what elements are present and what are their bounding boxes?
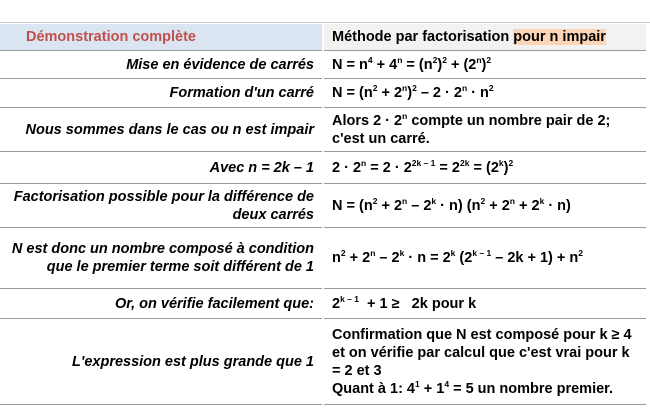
equation-text: N = n — [332, 56, 368, 73]
row-label: Formation d'un carré — [0, 79, 323, 108]
exponent: 2 — [442, 54, 447, 65]
equation-text: (2 — [455, 250, 473, 266]
exponent: 2 — [412, 83, 417, 93]
exponent: 2 — [508, 157, 514, 168]
equation-text: 2 · 2 — [332, 159, 362, 176]
exponent: n — [397, 54, 403, 65]
exponent: k — [450, 248, 456, 258]
row-label: L'expression est plus grande que 1 — [0, 319, 323, 405]
equation-text: compte un nombre pair de 2; c'est un carré. — [332, 112, 611, 147]
exponent: n — [476, 54, 482, 65]
row-equation — [323, 51, 646, 79]
equation-text: = (n — [402, 56, 433, 73]
exponent: n — [509, 195, 515, 206]
equation-text: · n) — [544, 197, 571, 214]
row-label: N est donc un nombre composé à condition que le premier terme soit différent de 1 — [0, 228, 323, 289]
equation-text: – 2k + 1) + n — [491, 250, 579, 266]
equation-text: Quant à 1: 4 — [332, 380, 415, 397]
exponent: 2 — [372, 195, 378, 206]
exponent: 2k – 1 — [411, 157, 436, 168]
exponent: 2 — [488, 83, 494, 93]
exponent: 2 — [486, 54, 492, 65]
header-row — [0, 24, 646, 51]
equation-text: ) — [503, 159, 509, 176]
equation-text: + (2 — [446, 56, 477, 73]
table-row — [0, 108, 646, 152]
row-label: Mise en évidence de carrés — [0, 51, 323, 79]
row-equation — [323, 152, 646, 184]
equation-text: + 4 — [372, 56, 398, 73]
exponent: k — [539, 195, 545, 206]
row-equation — [323, 319, 646, 405]
table-row — [0, 289, 646, 319]
row-equation — [323, 79, 646, 108]
equation-text: N = (n — [332, 197, 373, 214]
equation-text: – 2 · 2 — [416, 85, 462, 101]
equation-text: ) — [407, 85, 413, 101]
exponent: 4 — [367, 54, 373, 65]
exponent: k – 1 — [472, 248, 492, 258]
equation-text: ) — [437, 56, 443, 73]
equation-text: = 2 — [435, 159, 460, 176]
equation-text: – 2 — [375, 250, 400, 266]
equation-text: + 1 ≥ 2k pour k — [358, 295, 477, 312]
table-row — [0, 152, 646, 184]
row-label: Nous sommes dans le cas ou n est impair — [0, 108, 323, 152]
header-left: Démonstration complète — [0, 24, 323, 51]
row-equation — [323, 184, 646, 228]
equation-text: + 1 — [419, 380, 445, 397]
equation-text: + 2 — [514, 197, 540, 214]
exponent: n — [402, 110, 408, 121]
exponent: 1 — [415, 378, 420, 389]
exponent: n — [461, 83, 468, 93]
exponent: 2k — [460, 157, 470, 168]
row-label: Avec n = 2k – 1 — [0, 152, 323, 184]
equation-text: = (2 — [469, 159, 499, 176]
equation-text: – 2 — [407, 197, 432, 214]
equation-text: Confirmation que N est composé pour k ≥ 4 et on vérifie par calcul que c'est vrai pour k = 2 et 3 — [332, 326, 632, 379]
equation-text: + 2 — [377, 197, 403, 214]
exponent: k — [498, 157, 504, 168]
top-border — [0, 0, 650, 23]
equation-text: · n) (n — [436, 197, 481, 214]
table-row — [0, 228, 646, 289]
header-right-highlight: pour n impair — [513, 29, 606, 45]
exponent: 4 — [444, 378, 450, 389]
exponent: n — [370, 248, 376, 258]
equation-text: Alors 2 · 2 — [332, 112, 403, 129]
row-equation — [323, 228, 646, 289]
equation-text: + 2 — [377, 85, 403, 101]
equation-text: · n — [467, 85, 489, 101]
exponent: n — [402, 83, 408, 93]
row-label: Or, on vérifie facilement que: — [0, 289, 323, 319]
equation-text: = 5 un nombre premier. — [449, 380, 614, 397]
equation-text: ) — [481, 56, 487, 73]
equation-text: 2 — [332, 295, 341, 312]
exponent: k — [399, 248, 405, 258]
equation-text: + 2 — [345, 250, 371, 266]
equation-text: + 2 — [485, 197, 510, 214]
exponent: 2 — [432, 54, 438, 65]
demonstration-table — [0, 24, 646, 405]
equation-text: · n = 2 — [404, 250, 451, 266]
table-row — [0, 79, 646, 108]
exponent: k – 1 — [340, 293, 359, 304]
exponent: n — [402, 195, 408, 206]
exponent: n — [361, 157, 367, 168]
exponent: k — [431, 195, 437, 206]
exponent: 2 — [480, 195, 486, 206]
table-row — [0, 319, 646, 405]
equation-text: n — [332, 250, 341, 266]
row-equation — [323, 289, 646, 319]
exponent: 2 — [372, 83, 378, 93]
table-row — [0, 51, 646, 79]
row-label: Factorisation possible pour la différence de deux carrés — [0, 184, 323, 228]
equation-text: = 2 · 2 — [366, 159, 412, 176]
row-equation — [323, 108, 646, 152]
exponent: 2 — [340, 248, 346, 258]
equation-text: N = (n — [332, 85, 373, 101]
header-right-main: Méthode par factorisation — [332, 29, 514, 45]
header-right — [323, 24, 646, 51]
exponent: 2 — [578, 248, 584, 258]
table-row — [0, 184, 646, 228]
